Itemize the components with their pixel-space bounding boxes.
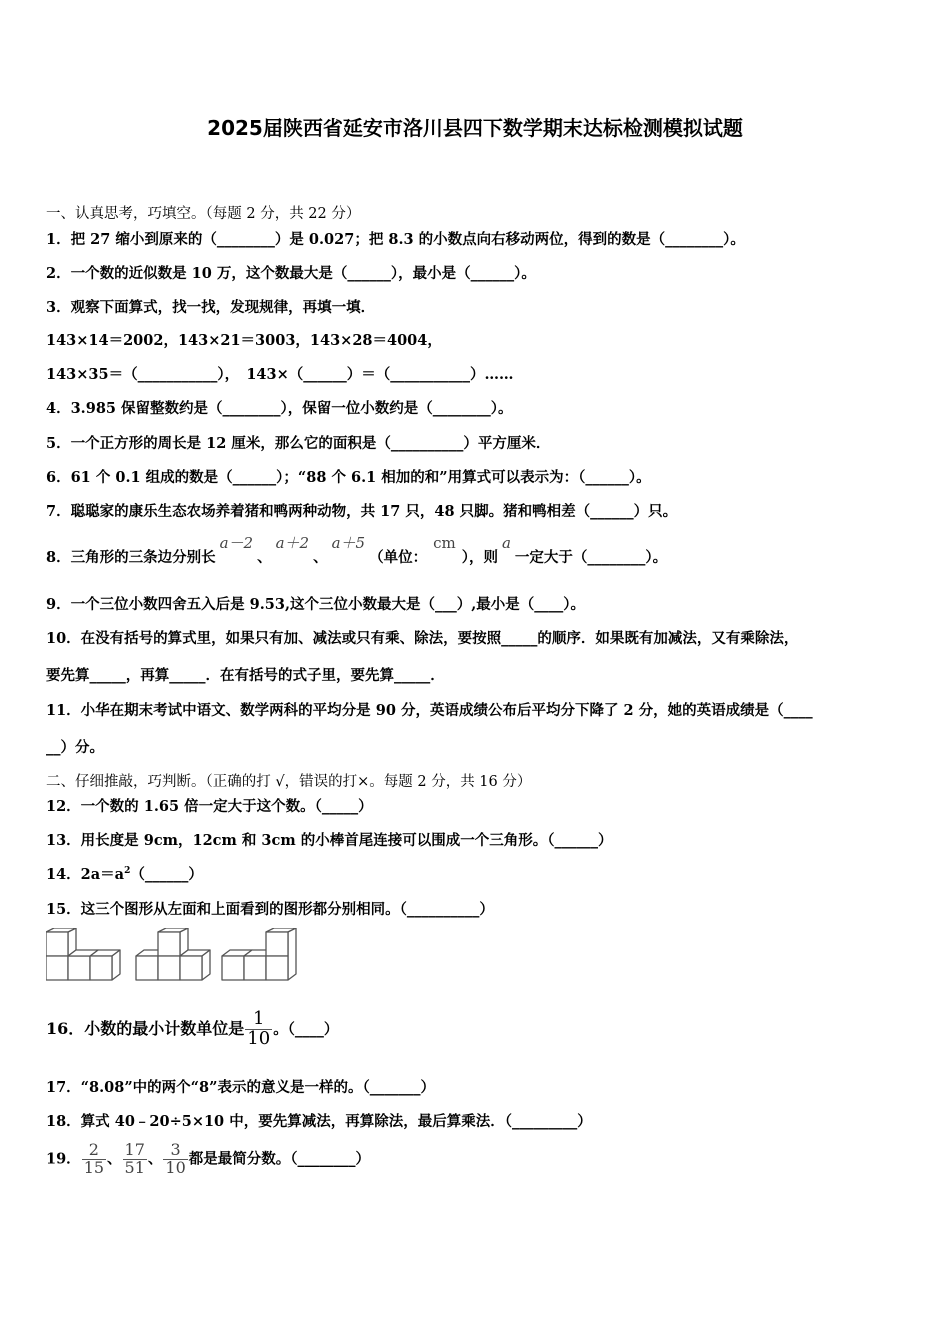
question-3-blanks: 143×35＝（___________）， 143×（______）＝（___________）…… <box>46 366 514 383</box>
question-18: 18．算式 40﹣20÷5×10 中，要先算减法，再算除法，最后算乘法．（_________） <box>46 1113 592 1130</box>
fraction-denominator: 10 <box>247 1027 271 1049</box>
question-8-unit-label: （单位： <box>369 549 428 566</box>
question-3: 3．观察下面算式，找一找，发现规律，再填一填． <box>46 299 376 316</box>
cube-figure-2 <box>136 928 210 980</box>
fraction-denominator: 10 <box>165 1157 186 1177</box>
question-2: 2．一个数的近似数是 10 万，这个数最大是（______），最小是（______）。 <box>46 265 536 282</box>
question-10-line-1: 10．在没有括号的算式里，如果只有加、减法或只有乘、除法，要按照_____的顺序．如果既有加减法，又有乘除法， <box>46 630 799 647</box>
variable-a: a <box>501 534 511 552</box>
question-14 <box>46 863 203 884</box>
question-1: 1．把 27 缩小到原来的（________）是 0.027；把 8.3 的小数点向右移动两位，得到的数是（________）。 <box>46 231 745 248</box>
question-8-then: ），则 <box>461 549 498 566</box>
question-5: 5．一个正方形的周长是 12 厘米，那么它的面积是（__________）平方厘米． <box>46 435 551 452</box>
separator: 、 <box>147 1150 163 1168</box>
question-14-text: 14．2a＝a <box>46 866 125 883</box>
question-17: 17．“8.08”中的两个“8”表示的意义是一样的。（_______） <box>46 1079 435 1096</box>
cube-figure-1 <box>46 928 120 980</box>
expression-a-plus-2: a＋2 <box>275 534 310 552</box>
question-6: 6．61 个 0.1 组成的数是（______）；“88 个 6.1 相加的和”用算式可以表示为：（______）。 <box>46 469 651 486</box>
question-11-line-2: __）分。 <box>46 739 104 756</box>
question-8-text-end: 一定大于（________）。 <box>514 549 668 566</box>
expression-a-plus-5: a＋5 <box>331 534 366 552</box>
page-title: 2025届陕西省延安市洛川县四下数学期末达标检测模拟试题 <box>207 116 743 140</box>
question-9: 9．一个三位小数四舍五入后是 9.53,这个三位小数最大是（___）,最小是（____）。 <box>46 596 586 613</box>
question-8-text-start: 8．三角形的三条边分别长 <box>46 549 216 566</box>
expression-a-minus-2: a－2 <box>219 534 254 552</box>
question-19-text: 都是最简分数。（________） <box>188 1150 371 1168</box>
fraction-denominator: 51 <box>124 1157 145 1177</box>
separator: 、 <box>107 1150 122 1168</box>
fraction-3-10 <box>163 1142 187 1177</box>
question-16-blank: 。（____） <box>273 1020 339 1038</box>
question-8 <box>46 534 668 567</box>
fraction-denominator: 15 <box>83 1157 105 1177</box>
superscript-2: 2 <box>124 866 131 877</box>
question-7: 7．聪聪家的康乐生态农场养着猪和鸭两种动物，共 17 只，48 只脚。猪和鸭相差（______）只。 <box>46 503 678 520</box>
question-15: 15．这三个图形从左面和上面看到的图形都分别相同。（__________） <box>46 901 494 918</box>
question-16 <box>46 1010 338 1049</box>
separator: 、 <box>313 549 328 566</box>
question-10-line-2: 要先算_____，再算_____．在有括号的式子里，要先算_____． <box>46 667 445 684</box>
fraction-numerator: 17 <box>124 1140 145 1159</box>
question-3-equations: 143×14＝2002，143×21＝3003，143×28＝4004， <box>46 332 442 349</box>
fraction-17-51 <box>123 1142 147 1177</box>
section-1-heading: 一、认真思考，巧填空。（每题 2 分，共 22 分） <box>46 206 361 222</box>
question-4: 4．3.985 保留整数约是（________），保留一位小数约是（________）。 <box>46 400 513 417</box>
question-12: 12．一个数的 1.65 倍一定大于这个数。（_____） <box>46 798 373 815</box>
cube-figures <box>46 928 306 984</box>
section-2-heading: 二、仔细推敲，巧判断。（正确的打 √，错误的打×。每题 2 分，共 16 分） <box>46 774 532 790</box>
question-13: 13．用长度是 9cm，12cm 和 3cm 的小棒首尾连接可以围成一个三角形。（______） <box>46 832 613 849</box>
separator: 、 <box>257 549 272 566</box>
question-14-blank: （______） <box>130 866 203 883</box>
fraction-one-tenth <box>245 1010 272 1049</box>
question-19-number: 19． <box>46 1150 81 1168</box>
question-16-text: 16．小数的最小计数单位是 <box>46 1018 245 1038</box>
question-11-line-1: 11．小华在期末考试中语文、数学两科的平均分是 90 分，英语成绩公布后平均分下降了 2 分，她的英语成绩是（____ <box>46 702 813 719</box>
cube-figure-3 <box>222 928 296 980</box>
question-19 <box>46 1142 370 1177</box>
fraction-2-15 <box>82 1142 106 1177</box>
fraction-numerator: 1 <box>245 1010 272 1030</box>
fraction-numerator: 3 <box>163 1142 187 1160</box>
unit-cm: cm <box>433 534 456 552</box>
fraction-numerator: 2 <box>82 1142 106 1160</box>
